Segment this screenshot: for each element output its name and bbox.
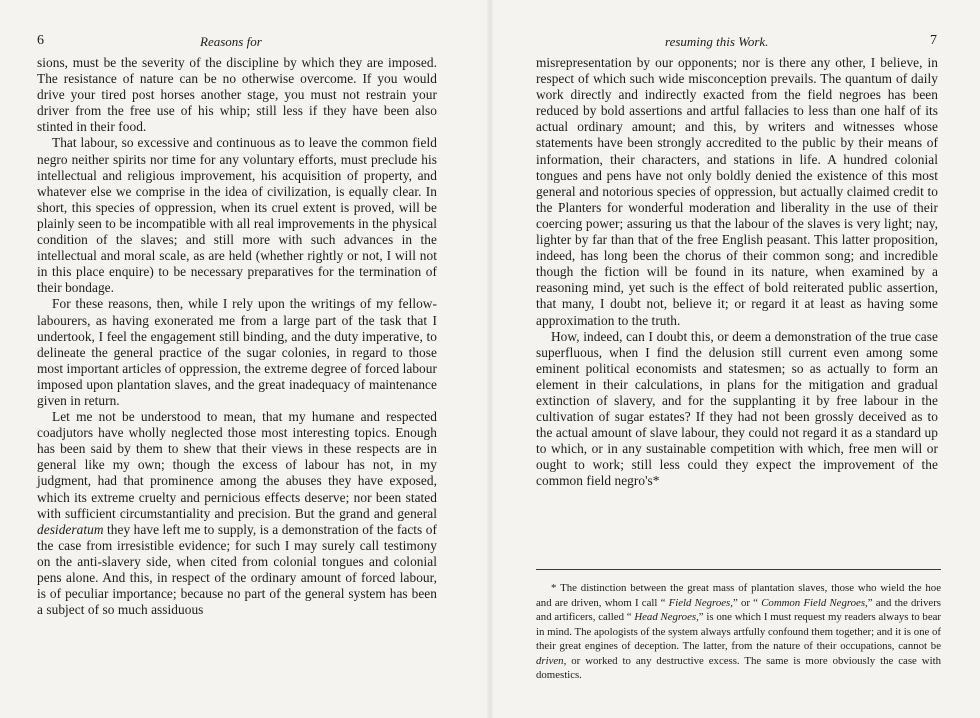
- footnote-italic: Head Negroes,: [634, 611, 699, 623]
- footnote-segment: * The distinction between the great mass of plantation slaves, those who wield the hoe and are driven, whom I call “: [536, 582, 941, 609]
- footnote-segment: or worked to any destructive excess. The same is more obviously the case with domestics.: [536, 654, 941, 681]
- footnote: [536, 581, 941, 683]
- page-number: 6: [37, 33, 44, 48]
- paragraph-text: they have left me to supply, is a demonstration of the facts of the case from irresistible evidence; for such I may surely call testimony on the anti-slavery side, when cited from colonial tongues and colonial pens alone. And this, in respect of the ordinary amount of forced labour, is of peculiar importance; because no part of the general system has been a subject of so much assiduous: [37, 521, 437, 618]
- footnote-segment: ” and the drivers and artificers, called “: [536, 596, 941, 623]
- paragraph: misrepresentation by our opponents; nor is there any other, I believe, in respect of which such wide misconception prevails. The quantum of daily work directly and indirectly exacted from the field negroes has been reduced by bold assertions and artful fallacies to less than one half of its actual ordinary amount; and this, by writers and witnesses whose statements have been strongly accredited to the public by their means of information, their characters, and stations in life. A hundred colonial tongues and pens have not only boldly denied the existence of this most general and notorious species of oppression, but actually claimed credit to the Planters for wonderful moderation and liberality in the use of their coercing power; assuring us that the labour of the slaves is very light; nay, lighter by far than that of the free English peasant. This latter proposition, indeed, has long been the chorus of their common song; and incredible though the fiction will be found in its nature, when examined by a reasoning mind, yet such is the effect of bold reiterated public assertion, that many, I doubt not, believe it; or regard it at least as having some approximation to the truth.: [536, 55, 938, 328]
- footnote-italic: Field Negroes,: [668, 596, 733, 609]
- paragraph: [37, 409, 437, 618]
- paragraph: For these reasons, then, while I rely upon the writings of my fellow-labourers, as having exonerated me from a large part of the task that I undertook, I feel the engagement still binding, and the duty imperative, to delineate the general practice of the sugar colonies, in regard to those most important articles of oppression, the extreme degree of forced labour imposed upon plantation slaves, and the great inadequacy of maintenance given in return.: [37, 296, 437, 408]
- page-body: [37, 55, 437, 618]
- italic-term: desideratum: [37, 521, 104, 537]
- running-head: Reasons for: [200, 34, 262, 49]
- right-page-footnote-area: [493, 0, 980, 718]
- paragraph: That labour, so excessive and continuous as to leave the common field negro neither spirits nor time for any voluntary efforts, must preclude his intellectual and religious improvement, his acquisition of property, and whatever else we comprise in the idea of civilization, is equally clear. In short, this species of oppression, when its cruel extent is proved, will be plainly seen to be incompatible with all real improvements in the physical condition of the slaves; and still more with such advances in the intellectual and moral scale, as are held (whether rightly or not, I will not in this place enquire) to be necessary preparatives for the termination of their bondage.: [37, 135, 437, 296]
- footnote-text: [536, 581, 941, 683]
- running-head: resuming this Work.: [665, 34, 769, 49]
- page-number: 7: [930, 33, 937, 48]
- paragraph: sions, must be the severity of the discipline by which they are imposed. The resistance of nature can be no otherwise overcome. If you would drive your tired post horses another stage, you must not restrain your driver from the free use of his whip; still less if they have been also stinted in their food.: [37, 55, 437, 135]
- paragraph: How, indeed, can I doubt this, or deem a demonstration of the true case superfluous, when I find the delusion still current even among some eminent political economists and statesmen; so as actually to form an element in their calculations, in plans for the mitigation and gradual extinction of slavery, and for the supplanting it by free labour in the cultivation of sugar estates? If they had not been grossly deceived as to the actual amount of slave labour, they could not regard it as a standard up to which, or in any sustainable competition with which, free men will or ought to work; still less could they expect the improvement of the common field negro's*: [536, 328, 938, 489]
- footnote-italic: Common Field Negroes,: [761, 596, 868, 609]
- footnote-segment: ” is one which I must request my readers always to bear in mind. The apologists of the system always artfully confound them together; and it is one of their great engines of deception. The latter, from the nature of their occupations, cannot be: [536, 611, 941, 652]
- footnote-rule: [536, 569, 941, 570]
- footnote-italic: driven,: [536, 654, 567, 667]
- paragraph-text: Let me not be understood to mean, that my humane and respected coadjutors have wholly neglected those most interesting topics. Enough has been said by them to shew that their views in these respects are in general like my own; though the excess of labour has not, in my judgment, had that prominence among the abuses they have exposed, which its extreme cruelty and pernicious effects deserve; nor been stated with sufficient circumstantiality and precision. But the grand and general: [37, 409, 437, 521]
- footnote-segment: ” or “: [732, 596, 762, 609]
